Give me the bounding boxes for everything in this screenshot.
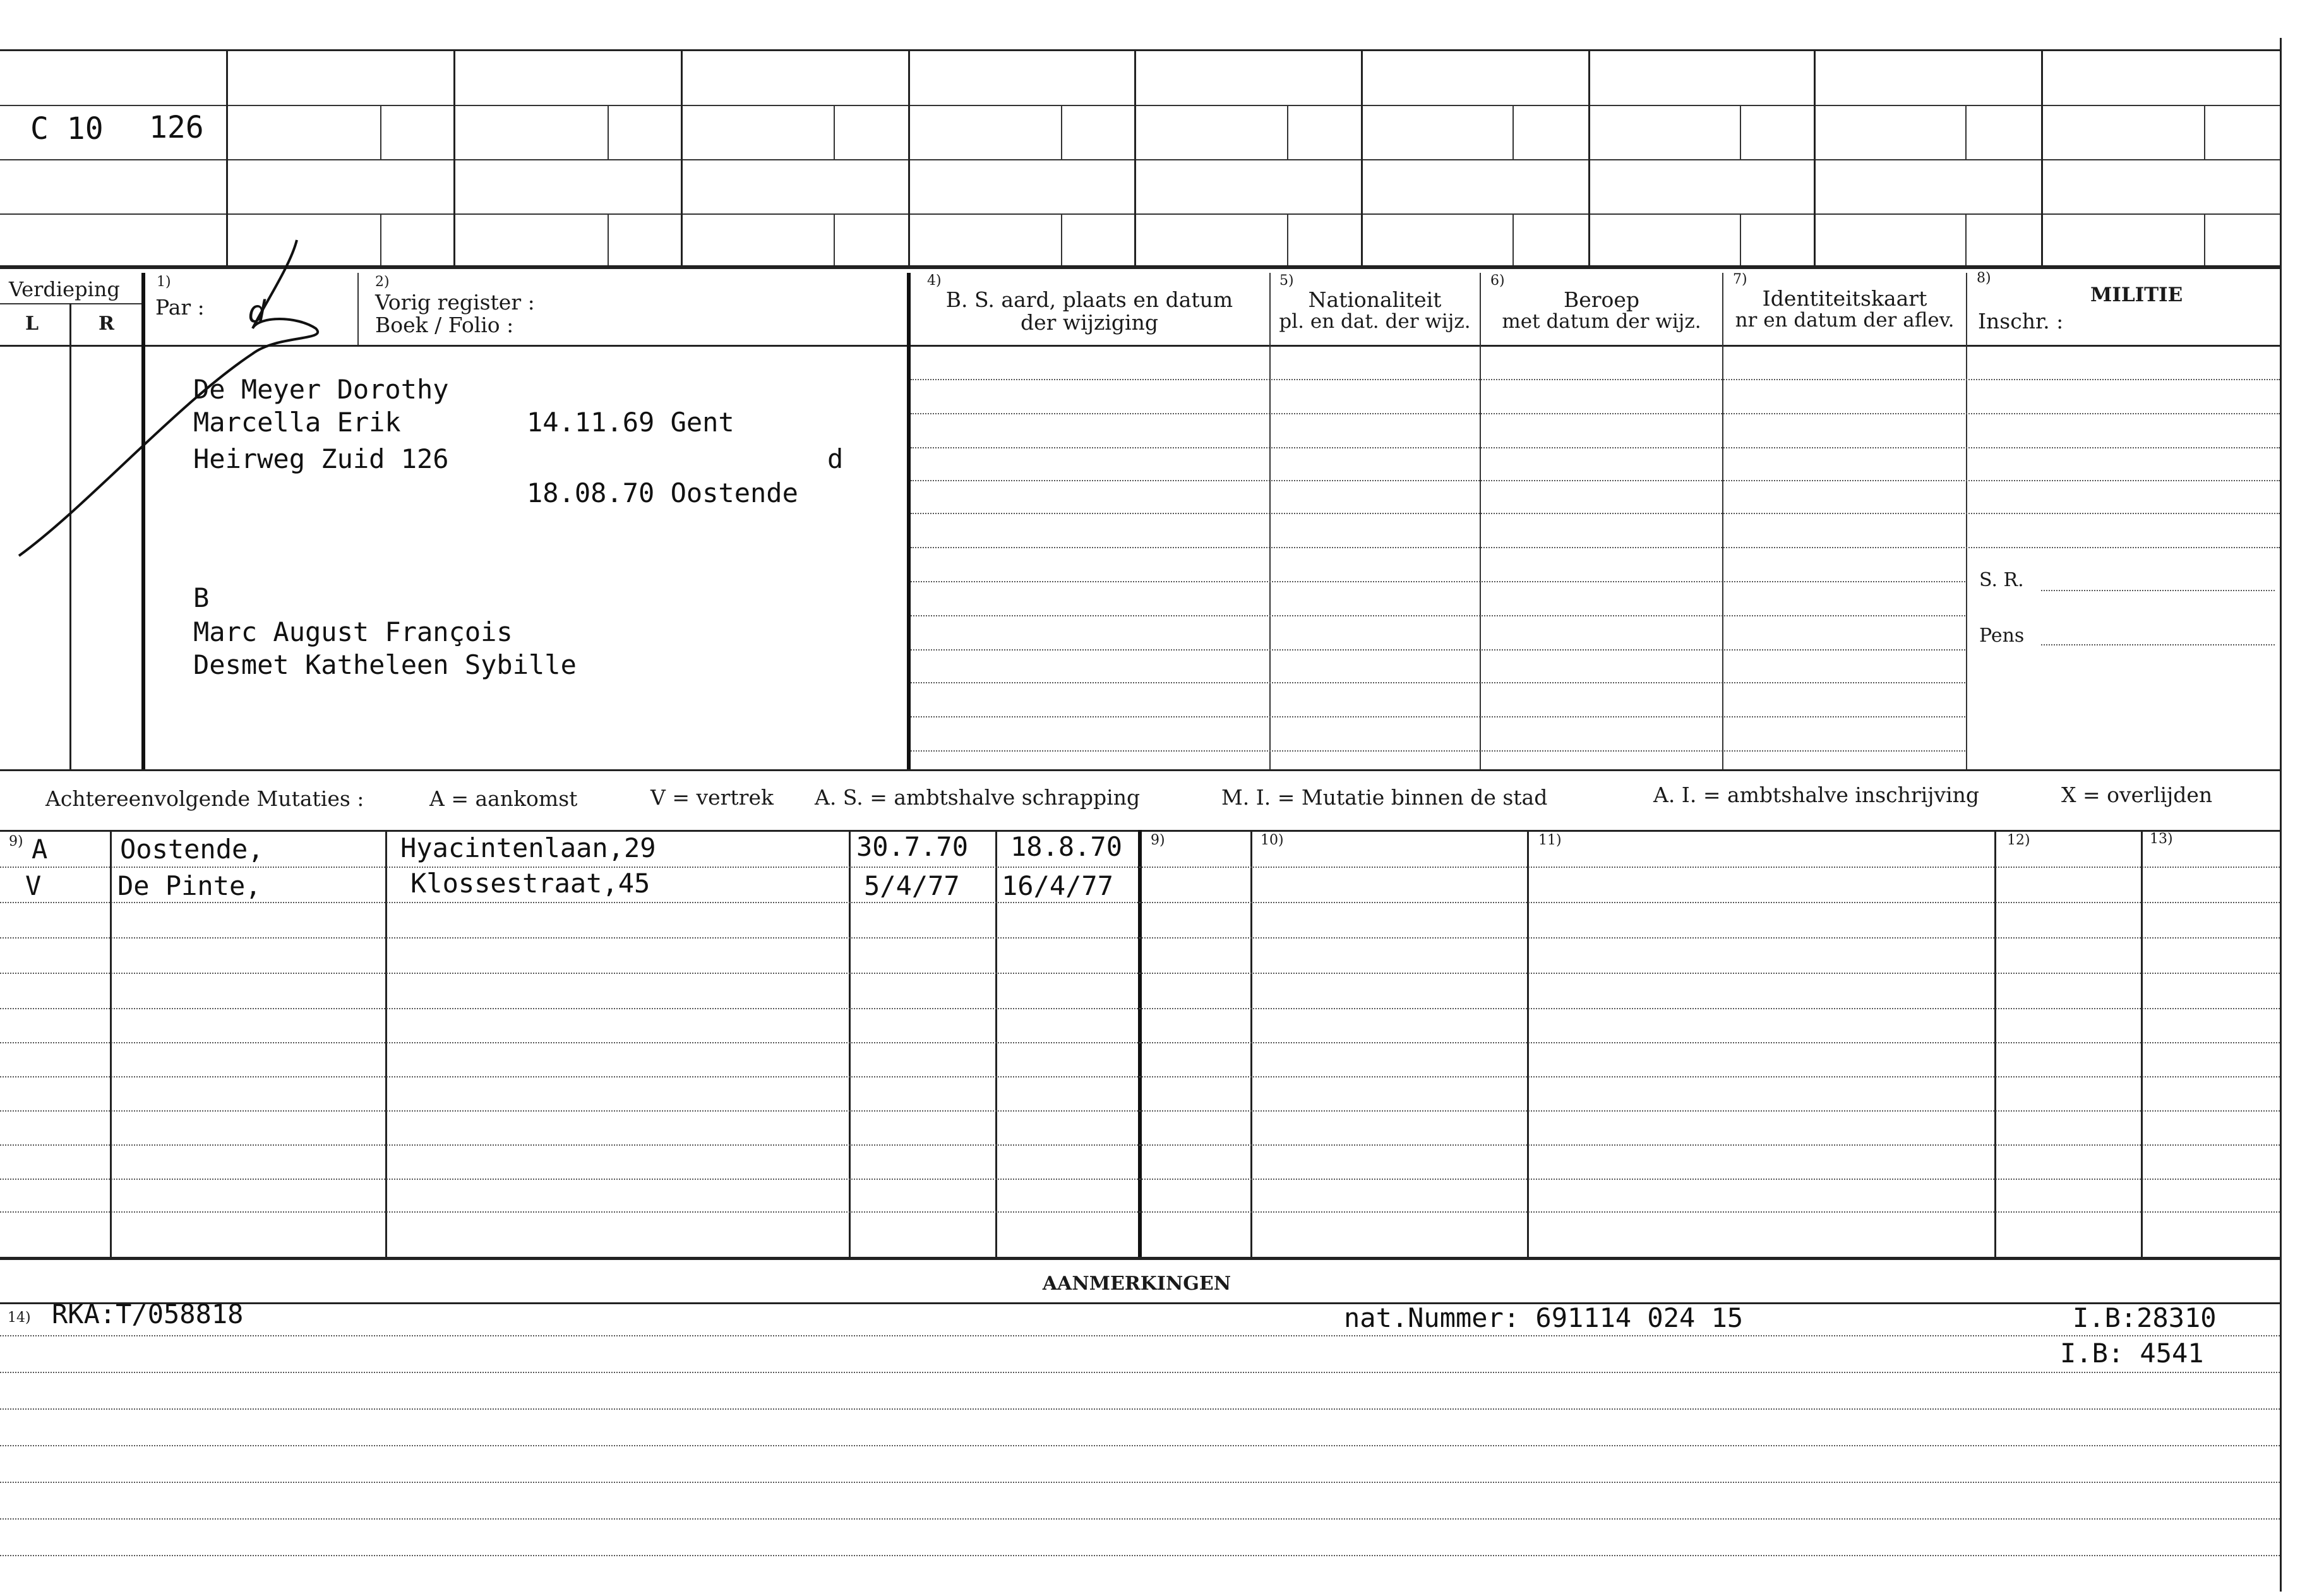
mutation-2-place: De Pinte, [117, 870, 261, 901]
par-handwritten-mark: d [248, 294, 266, 330]
mutation-1-place: Oostende, [120, 834, 264, 865]
person-name-line1: De Meyer Dorothy [193, 374, 449, 405]
verdieping-label: Verdieping [9, 277, 120, 301]
nat-nummer: nat.Nummer: 691114 024 15 [1344, 1302, 1744, 1333]
nat-num: 5) [1279, 273, 1294, 289]
col9-num: 9) [9, 834, 23, 849]
id-header-line2: nr en datum der aflev. [1735, 309, 1955, 332]
boek-folio-label: Boek / Folio : [375, 313, 514, 337]
beroep-num: 6) [1490, 273, 1505, 289]
l-label: L [25, 313, 39, 335]
mutation-2-type: V [25, 870, 42, 901]
mutation-1-type: A [32, 834, 48, 865]
bs-header-line2: der wijziging [1021, 310, 1158, 335]
vorig-num: 2) [375, 274, 390, 290]
ib-number-2: I.B: 4541 [2060, 1338, 2204, 1369]
person-sex: d [827, 443, 844, 474]
sr-label: S. R. [1979, 569, 2024, 591]
par-label: Par : [155, 295, 205, 320]
person-name-line2: Marcella Erik [193, 407, 401, 438]
col9b-num: 9) [1151, 832, 1165, 848]
inschr-label: Inschr. : [1978, 309, 2064, 333]
bs-header-line1: B. S. aard, plaats en datum [945, 287, 1233, 312]
id-num: 7) [1733, 272, 1747, 287]
card-code: C 10 [30, 111, 104, 147]
person-arrival: 18.08.70 Oostende [527, 477, 798, 508]
militie-label: MILITIE [2090, 284, 2183, 306]
beroep-header-line2: met datum der wijz. [1502, 310, 1701, 333]
father-name: Marc August François [193, 616, 513, 647]
legend-v: V = vertrek [650, 785, 774, 810]
card-number: 126 [149, 110, 204, 145]
par-num: 1) [157, 274, 171, 290]
nat-header-line1: Nationaliteit [1308, 287, 1442, 312]
rka-number: RKA:T/058818 [52, 1299, 244, 1329]
mil-num: 8) [1977, 270, 1991, 286]
mutation-2-date2: 16/4/77 [1002, 870, 1114, 901]
legend-title: Achtereenvolgende Mutaties : [45, 786, 364, 811]
beroep-header-line1: Beroep [1563, 287, 1640, 312]
col10-num: 10) [1261, 832, 1284, 848]
mutation-1-address: Hyacintenlaan,29 [400, 832, 656, 863]
r-label: R [99, 313, 114, 335]
legend-ai: A. I. = ambtshalve inschrijving [1653, 783, 1980, 807]
mutation-2-address: Klossestraat,45 [410, 868, 650, 899]
bs-num: 4) [927, 273, 942, 289]
mutation-1-date2: 18.8.70 [1010, 831, 1123, 862]
col11-num: 11) [1538, 832, 1562, 848]
aanmerkingen-title: AANMERKINGEN [1042, 1273, 1231, 1295]
parents-label: B [193, 582, 210, 613]
vorig-register-label: Vorig register : [375, 290, 535, 315]
mutation-2-date1: 5/4/77 [864, 870, 960, 901]
mother-name: Desmet Katheleen Sybille [193, 649, 577, 680]
mutation-1-date1: 30.7.70 [856, 831, 969, 862]
col13-num: 13) [2150, 831, 2173, 847]
nat-header-line2: pl. en dat. der wijz. [1279, 310, 1471, 333]
pens-label: Pens [1979, 625, 2025, 647]
col12-num: 12) [2007, 832, 2030, 848]
ib-number-1: I.B:28310 [2073, 1302, 2217, 1333]
person-birth: 14.11.69 Gent [527, 407, 734, 438]
id-header-line1: Identiteitskaart [1762, 286, 1927, 311]
remarks-num: 14) [8, 1310, 31, 1326]
legend-mi: M. I. = Mutatie binnen de stad [1221, 785, 1548, 810]
legend-a: A = aankomst [429, 786, 578, 811]
legend-x: X = overlijden [2061, 783, 2213, 807]
legend-as: A. S. = ambtshalve schrapping [815, 785, 1141, 810]
person-address: Heirweg Zuid 126 [193, 443, 449, 474]
